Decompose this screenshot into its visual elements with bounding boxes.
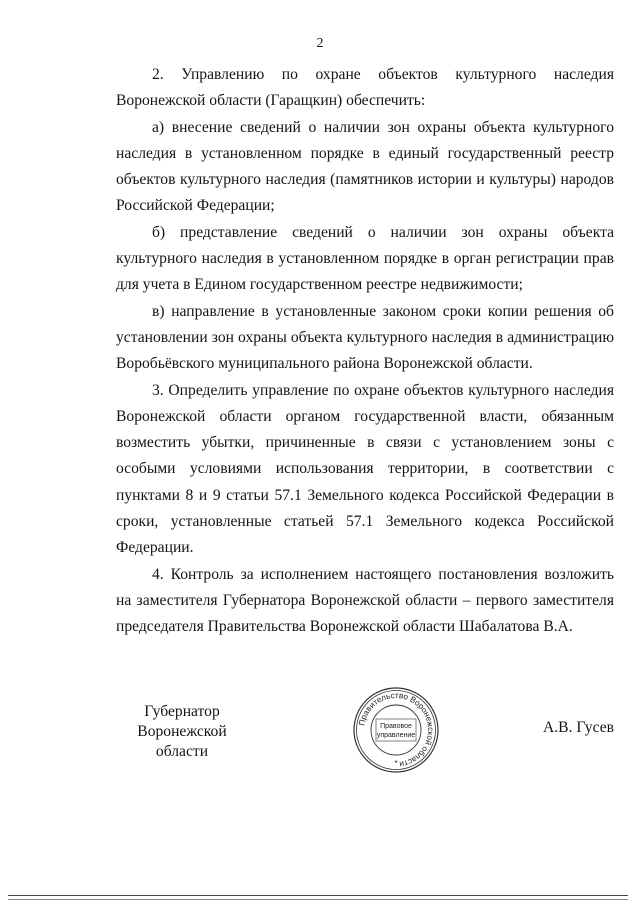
- stamp-ring-text: Правительство Воронежской области: [357, 690, 436, 769]
- page-number: 2: [316, 36, 324, 51]
- footer-divider: [8, 895, 628, 896]
- signatory-title-line2: Воронежской области: [137, 723, 227, 760]
- official-stamp: [352, 686, 440, 774]
- signatory-title: [112, 702, 252, 762]
- stamp-center-line2: управление: [376, 732, 416, 739]
- stamp-center-line1: Правовое: [380, 723, 412, 730]
- footer-divider-secondary: [8, 899, 628, 900]
- paragraph-2b: б) представление сведений о наличии зон охраны объекта культурного наследия в установленном порядке в орган регистрации прав для учета в Едином государственном реестре недвижимости;: [116, 223, 614, 294]
- document-body: [116, 62, 614, 641]
- paragraph-2v: в) направление в установленные законом сроки копии решения об установлении зон охраны объекта культурного наследия в администрацию Воробьёвского муниципального района Воронежской области.: [116, 302, 614, 373]
- signatory-title-line1: Губернатор: [144, 703, 220, 720]
- paragraph-2: 2. Управлению по охране объектов культурного наследия Воронежской области (Гаращкин) обеспечить:: [116, 66, 614, 110]
- paragraph-2a: а) внесение сведений о наличии зон охраны объекта культурного наследия в установленном порядке в единый государственный реестр объектов культурного наследия (памятников истории и культуры) народов Российской Федерации;: [116, 118, 614, 215]
- paragraph-3: 3. Определить управление по охране объектов культурного наследия Воронежской области органом государственной власти, обязанным возместить убытки, причиненные в связи с установлением зоны с особыми условиями использования территории, в соответствии с пунктами 8 и 9 статьи 57.1 Земельного кодекса Российской Федерации в сроки, установленные статьей 57.1 Земельного кодекса Российской Федерации.: [116, 381, 614, 557]
- paragraph-4: 4. Контроль за исполнением настоящего постановления возложить на заместителя Губернатора Воронежской области – первого заместителя председателя Правительства Воронежской области Шабалатова В.А.: [116, 565, 614, 636]
- stamp-star: *: [394, 759, 398, 768]
- signatory-name: А.В. Гусев: [543, 719, 614, 736]
